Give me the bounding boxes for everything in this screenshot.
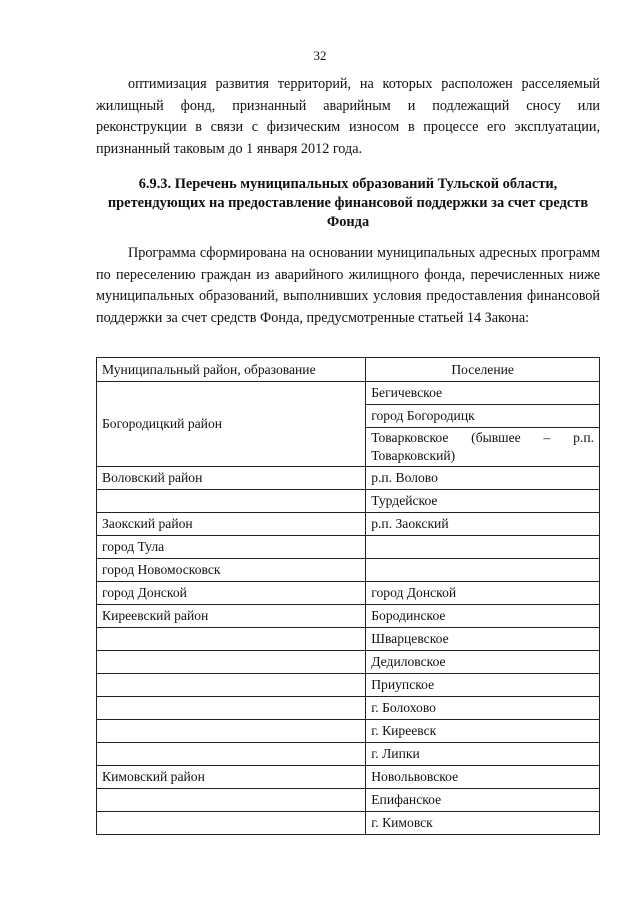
district-cell [97, 628, 366, 651]
table-header-row [97, 358, 600, 382]
header-settlement: Поселение [366, 358, 600, 382]
settlement-cell: р.п. Заокский [366, 513, 600, 536]
settlement-cell [366, 536, 600, 559]
settlement-cell: Новольвовское [366, 766, 600, 789]
settlement-cell: Бородинское [366, 605, 600, 628]
district-cell [97, 789, 366, 812]
settlement-cell: Дедиловское [366, 651, 600, 674]
district-cell [97, 743, 366, 766]
table-row [97, 651, 600, 674]
settlement-cell: г. Киреевск [366, 720, 600, 743]
district-cell: Кимовский район [97, 766, 366, 789]
table-row [97, 536, 600, 559]
district-cell: город Новомосковск [97, 559, 366, 582]
settlement-cell: город Донской [366, 582, 600, 605]
table-row [97, 720, 600, 743]
district-cell: Киреевский район [97, 605, 366, 628]
settlement-cell: Турдейское [366, 490, 600, 513]
district-cell: Богородицкий район [97, 382, 366, 467]
district-cell: Воловский район [97, 467, 366, 490]
intro-paragraph [96, 74, 600, 160]
table-row [97, 513, 600, 536]
table-row [97, 674, 600, 697]
district-cell [97, 674, 366, 697]
table-row [97, 467, 600, 490]
settlement-cell [366, 559, 600, 582]
settlement-cell: Шварцевское [366, 628, 600, 651]
program-text: Программа сформирована на основании муниципальных адресных программ по переселению граждан из аварийного жилищного фонда, перечисленных ниже муниципальных образований, выполнивших условия предоставления финансовой поддержки за счет средств Фонда, предусмотренные статьей 14 Закона: [96, 245, 600, 326]
settlement-cell: р.п. Волово [366, 467, 600, 490]
district-cell [97, 651, 366, 674]
section-heading: 6.9.3. Перечень муниципальных образований Тульской области, претендующих на предоставление финансовой поддержки за счет средств Фонда [107, 176, 589, 230]
table-row [97, 628, 600, 651]
district-cell [97, 812, 366, 835]
table-row [97, 743, 600, 766]
settlement-cell: Товарковское (бывшее – р.п. Товарковский) [366, 428, 600, 467]
page-number: 32 [313, 48, 327, 63]
table-row [97, 559, 600, 582]
settlement-cell: Бегичевское [366, 382, 600, 405]
table-body [97, 382, 600, 835]
table-row [97, 605, 600, 628]
table-row [97, 582, 600, 605]
table-row [97, 490, 600, 513]
table-row [97, 789, 600, 812]
district-cell [97, 697, 366, 720]
settlement-cell: Приупское [366, 674, 600, 697]
table-row [97, 766, 600, 789]
program-paragraph [96, 243, 600, 329]
district-cell [97, 720, 366, 743]
table-row [97, 382, 600, 405]
settlement-cell: г. Липки [366, 743, 600, 766]
table-row [97, 812, 600, 835]
municipalities-table [96, 357, 600, 835]
settlement-cell: Епифанское [366, 789, 600, 812]
district-cell [97, 490, 366, 513]
settlement-cell: г. Болохово [366, 697, 600, 720]
intro-text: оптимизация развития территорий, на которых расположен расселяемый жилищный фонд, признанный аварийным и подлежащий сносу или реконструкции в связи с физическим износом в процессе его эксплуатации, признанный таковым до 1 января 2012 года. [96, 76, 600, 157]
district-cell: город Тула [97, 536, 366, 559]
table-row [97, 697, 600, 720]
settlement-cell: г. Кимовск [366, 812, 600, 835]
district-cell: Заокский район [97, 513, 366, 536]
header-district: Муниципальный район, образование [97, 358, 366, 382]
district-cell: город Донской [97, 582, 366, 605]
settlement-cell: город Богородицк [366, 405, 600, 428]
